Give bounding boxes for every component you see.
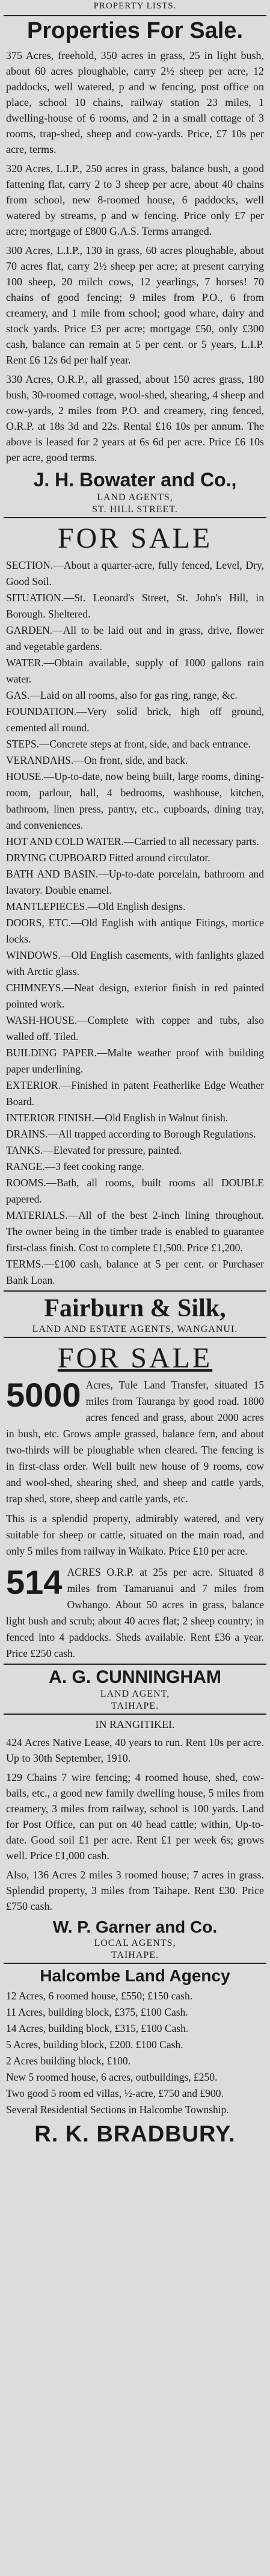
listing-paragraph: 330 Acres, O.R.P., all grassed, about 150 acres grass, 180 bush, 30-roomed cottage, wool-shed, shearing, 4 sheep and cow-yards, 2 miles from P.O. and creamery, ring fenced, O.R.P. at 18s 3d and 22s. Rental £16 10s per annum. The above is leased for 2 years at 6s 6d per acre. Price £6 10s per acre, good terms. bbox=[6, 373, 264, 463]
list-item: SITUATION.—St. Leonard's Street, St. John's Hill, in Borough. Sheltered. bbox=[6, 592, 264, 620]
agent-name: Fairburn & Silk, bbox=[44, 1295, 226, 1322]
section-title-for-sale: FOR SALE bbox=[57, 522, 213, 554]
list-item: FOUNDATION.—Very solid brick, high off ground, cemented all round. bbox=[6, 705, 264, 734]
section-subtitle: IN RANGITIKEI. bbox=[95, 1718, 175, 1730]
agent-address: TAIHAPE. bbox=[111, 1701, 159, 1711]
divider bbox=[4, 1290, 266, 1292]
divider bbox=[4, 1714, 266, 1715]
agent-address: ST. HILL STREET. bbox=[92, 504, 178, 515]
list-item: 5 Acres, building block, £200. £100 Cash. bbox=[6, 2039, 183, 2051]
list-item: EXTERIOR.—Finished in patent Featherlike Edge Weather Board. bbox=[6, 1079, 264, 1107]
list-item: New 5 roomed house, 6 acres, outbuildings, £250. bbox=[6, 2071, 218, 2083]
listing-paragraph: 320 Acres, L.I.P., 250 acres in grass, balance bush, a good fattening flat, carry 2 to 3 sheep per acre, about 40 chains from school, new 8-roomed house, 6 paddocks, well watered by streams, p and w fencing. Price only £7 per acre; mortgage of £800 G.A.S. Terms arranged. bbox=[6, 163, 264, 237]
list-item: Several Residential Sections in Halcombe Township. bbox=[6, 2104, 229, 2116]
feature-list bbox=[0, 557, 270, 1289]
section-title-properties: Properties For Sale. bbox=[26, 18, 243, 43]
divider bbox=[4, 1963, 266, 1964]
list-item: BATH AND BASIN.—Up-to-date porcelain, bathroom and lavatory. Double enamel. bbox=[6, 868, 264, 896]
list-item: STEPS.—Concrete steps at front, side, and back entrance. bbox=[6, 738, 251, 750]
list-item: MANTLEPIECES.—Old English designs. bbox=[6, 900, 186, 912]
listing-paragraph: 129 Chains 7 wire fencing; 4 roomed house, shed, cow-bails, etc., a good new family dwelling house, 5 miles from creamery, 3 miles from railway, school is 100 yards. Land for Post Office, can put on 40 head cattle; within, Up-to-date. Good soil £1 per acre. Rent £1 per week 6s; grows well. Price £1,000 cash. bbox=[6, 1771, 264, 1862]
list-item: DRYING CUPBOARD Fitted around circulator. bbox=[6, 852, 210, 864]
section-title-for-sale-2: FOR SALE bbox=[57, 1342, 213, 1374]
divider bbox=[4, 1337, 266, 1338]
agent-name: W. P. Garner and Co. bbox=[52, 1918, 218, 1936]
listing-list bbox=[0, 1988, 270, 2118]
list-item: BUILDING PAPER.—Malte weather proof with building paper underlining. bbox=[6, 1047, 264, 1075]
list-item: WINDOWS.—Old English casements, with fanlights glazed with Arctic glass. bbox=[6, 949, 264, 977]
list-item: Two good 5 room ed villas, ½-acre, £750 and £900. bbox=[6, 2087, 224, 2099]
listing-paragraph: 375 Acres, freehold, 350 acres in grass, 25 in light bush, about 60 acres ploughable, carry 2½ sheep per acre, 12 paddocks, well watered, p and w fencing, post office on place, school 10 chains, railway station 23 miles, 1 dwelling-house of 6 rooms, and 2 in a small cottage of 3 rooms, trap-shed, sheep and cow-yards. Price, £7 10s per acre, terms. bbox=[6, 49, 264, 155]
list-item: ROOMS.—Bath, all rooms, built rooms all DOUBLE papered. bbox=[6, 1177, 264, 1205]
acreage-number: 514 bbox=[6, 1563, 63, 1601]
list-item: VERANDAHS.—On front, side, and back. bbox=[6, 754, 188, 766]
agent-name: J. H. Bowater and Co., bbox=[33, 469, 237, 491]
list-item: 2 Acres building block, £100. bbox=[6, 2055, 131, 2067]
agent-role: LAND AGENT, bbox=[100, 1689, 170, 1699]
list-item: CHIMNEYS.—Neat design, exterior finish in red painted pointed work. bbox=[6, 982, 264, 1010]
list-item: SECTION.—About a quarter-acre, fully fenced, Level, Dry, Good Soil. bbox=[6, 559, 264, 587]
list-item: 12 Acres, 6 roomed house, £550; £150 cash. bbox=[6, 1990, 193, 2002]
acreage-number: 5000 bbox=[6, 1376, 81, 1414]
agent-role: LAND AGENTS, bbox=[97, 492, 173, 503]
agent-address: TAIHAPE. bbox=[111, 1950, 159, 1960]
list-item: DOORS, ETC.—Old English with antique Fitings, mortice locks. bbox=[6, 917, 264, 945]
agent-name: A. G. CUNNINGHAM bbox=[49, 1667, 221, 1687]
list-item: TANKS.—Elevated for pressure, painted. bbox=[6, 1144, 182, 1156]
agent-role: LOCAL AGENTS, bbox=[94, 1938, 176, 1948]
divider bbox=[4, 1664, 266, 1665]
agent-name: R. K. BRADBURY. bbox=[34, 2122, 236, 2147]
listing-paragraph: 514 ACRES O.R.P. at 25s per acre. Situated 8 miles from Tamaruanui and 7 miles from Owhango. About 50 acres in grass, balance light bush and scrub; about 40 acres flat; 2 sheep country; in fenced into 4 paddocks. Sheds available. Rent £36 a year. Price £250 cash. bbox=[6, 1563, 264, 1659]
list-item: WATER.—Obtain available, supply of 1000 gallons rain water. bbox=[6, 657, 264, 685]
listing-paragraph: 5000 Acres, Tule Land Transfer, situated 15 miles from Tauranga by good road. 1800 acres fenced and grass, about 2000 acres in bush, etc. Grows ample grassed, balance fern, and about two-thirds will be ploughable when cleared. The fencing is in first-class order. Well built new house of 9 rooms, cow and wool-shed, shearing shed, and sheep and cattle yards, trap shed, store, sheep and cattle yards, etc. bbox=[6, 1376, 264, 1505]
list-item: HOT AND COLD WATER.—Carried to all necessary parts. bbox=[6, 835, 259, 847]
page-header: PROPERTY LISTS. bbox=[93, 1, 177, 11]
section-title-halcombe: Halcombe Land Agency bbox=[40, 1966, 230, 1985]
listing-paragraph: 424 Acres Native Lease, 40 years to run. Rent 10s per acre. Up to 30th September, 1910. bbox=[6, 1736, 264, 1764]
listing-paragraph: 300 Acres, L.I.P., 130 in grass, 60 acres ploughable, about 70 acres flat, carry 2½ sheep per acre; at present carrying 100 sheep, 20 milch cows, 12 yearlings, 7 horses! 70 chains of good fencing; 9 miles from P.O., 6 from creamery, and 1 mile from school; good whare, dairy and stock yards. Price £3 per acre; mortgage £50, only £300 cash, balance can remain at 5 per cent. or 5 years, L.I.P. Rent £6 12s 6d per half year. bbox=[6, 244, 264, 366]
list-item: INTERIOR FINISH.—Old English in Walnut finish. bbox=[6, 1112, 229, 1124]
list-item: 11 Acres, building block, £375, £100 Cash. bbox=[6, 2006, 188, 2018]
divider bbox=[4, 15, 266, 16]
list-item: 14 Acres, building block, £315, £100 Cash. bbox=[6, 2022, 189, 2034]
list-item: TERMS.—£100 cash, balance at 5 per cent. or Purchaser Bank Loan. bbox=[6, 1258, 264, 1286]
list-item: GAS.—Laid on all rooms, also for gas ring, range, &c. bbox=[6, 689, 238, 701]
list-item: DRAINS.—All trapped according to Borough Regulations. bbox=[6, 1128, 256, 1140]
agent-role: LAND AND ESTATE AGENTS, WANGANUI. bbox=[32, 1324, 238, 1334]
list-item: RANGE.—3 feet cooking range. bbox=[6, 1160, 144, 1172]
list-item: MATERIALS.—All of the best 2-inch lining throughout. The owner being in the timber trade is enabled to guarantee first-class finish. Cost to complete £1,500. Price £1,200. bbox=[6, 1209, 264, 1254]
list-item: GARDEN.—All to be laid out and in grass, drive, flower and vegetable gardens. bbox=[6, 624, 264, 652]
listing-paragraph: This is a splendid property, admirably watered, and very suitable for sheep or cattle, situated on the main road, and only 5 miles from railway in Waikato. Price £10 per acre. bbox=[6, 1512, 264, 1557]
listing-paragraph: Also, 136 Acres 2 miles 3 roomed house; 7 acres in grass. Splendid property, 3 miles from Taihape. Rent £30. Price £750 cash. bbox=[6, 1869, 264, 1912]
divider bbox=[4, 517, 266, 518]
list-item: HOUSE.—Up-to-date, now being built, large rooms, dining-room, parlour, hall, 4 bedrooms, washhouse, kitchen, bathroom, linen press, pantry, etc., cupboards, dining tray, and conveniences. bbox=[6, 770, 264, 831]
list-item: WASH-HOUSE.—Complete with copper and tubs, also walled off. Tiled. bbox=[6, 1014, 264, 1042]
